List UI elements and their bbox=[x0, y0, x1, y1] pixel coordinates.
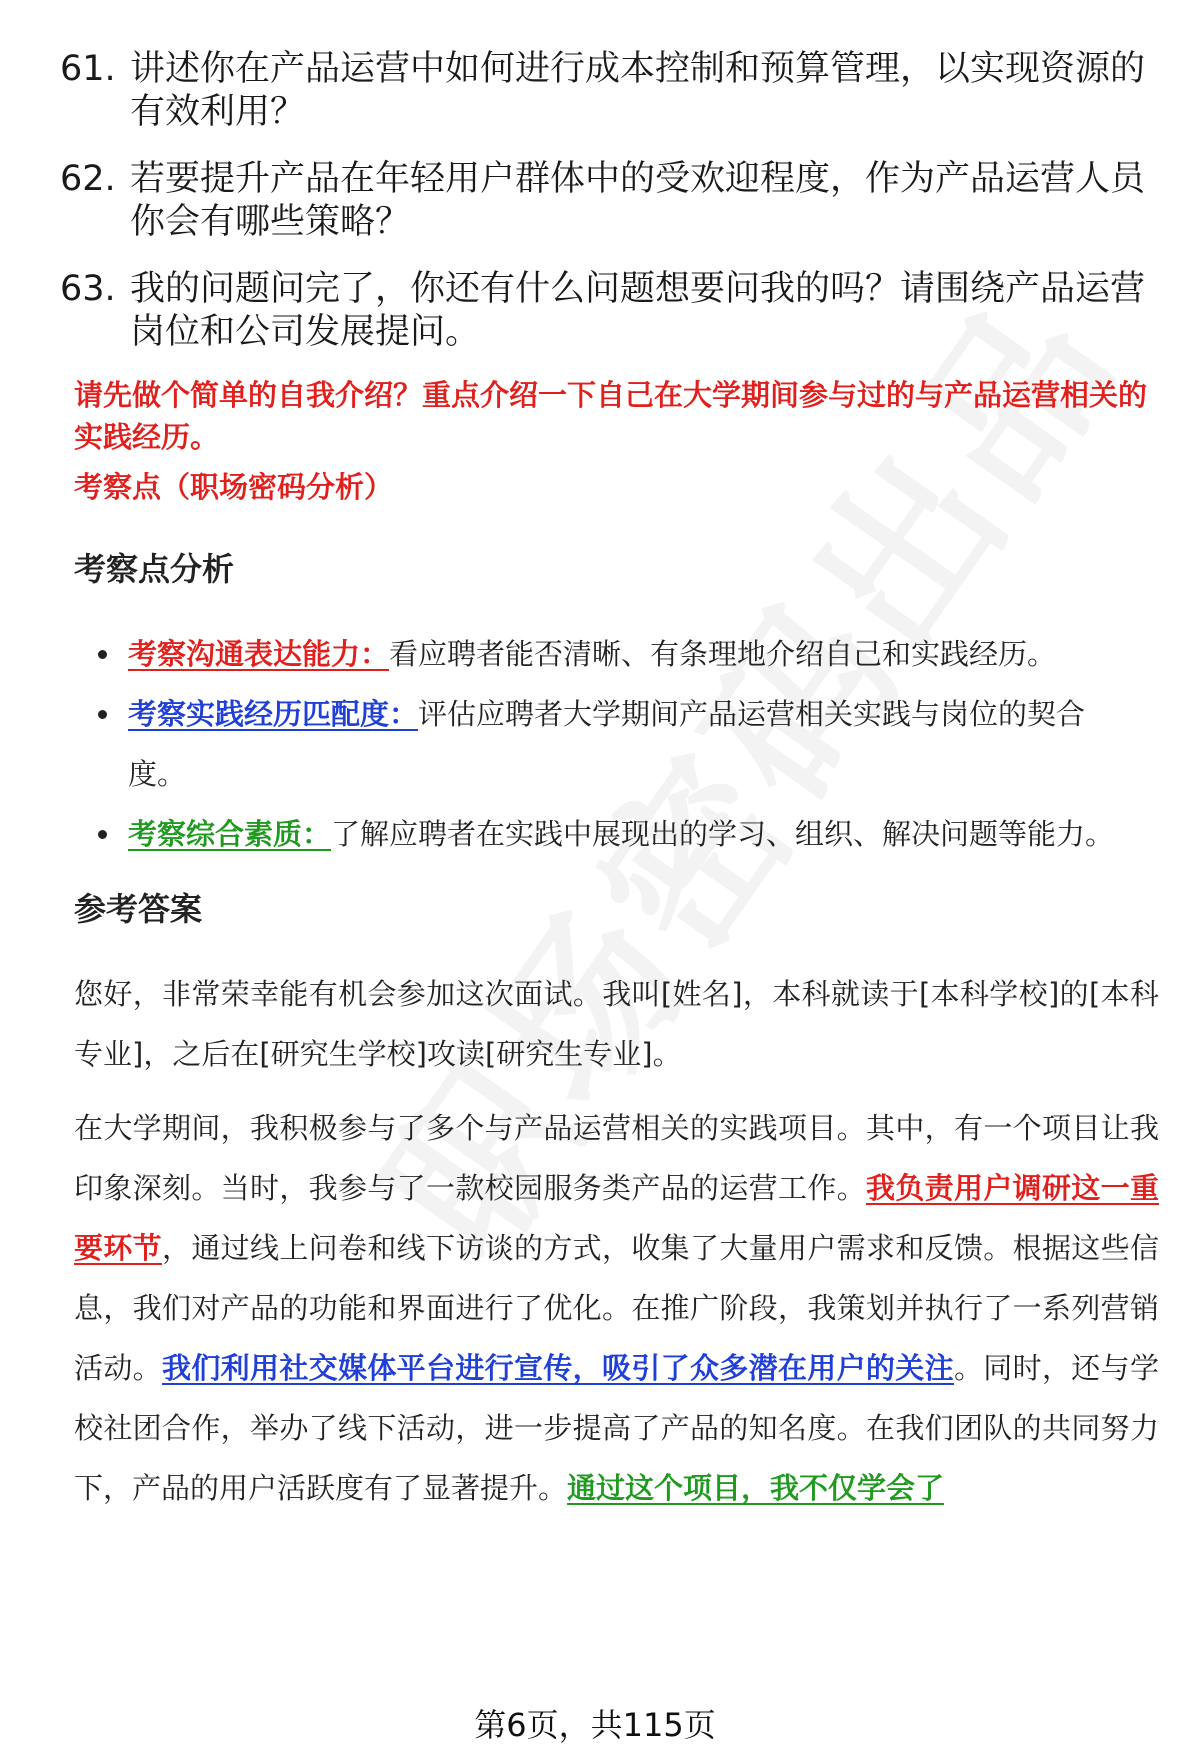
analysis-list bbox=[98, 624, 1138, 864]
question-number: 63. bbox=[60, 269, 116, 309]
bullet-item bbox=[98, 624, 1138, 684]
answer-paragraph-1: 您好，非常荣幸能有机会参加这次面试。我叫[姓名]，本科就读于[本科学校]的[本科专业]，之后在[研究生学校]攻读[研究生专业]。 bbox=[74, 977, 1159, 1071]
bullet-item bbox=[98, 684, 1138, 804]
bullet-text: 评估应聘者大学期间产品运营相关实践与岗位的契合度。 bbox=[128, 697, 1086, 791]
highlight-green: 通过这个项目，我不仅学会了 bbox=[567, 1471, 945, 1505]
question-number: 61. bbox=[60, 49, 116, 89]
bullet-key: 考察实践经历匹配度： bbox=[128, 697, 419, 731]
paragraph-text: 。同时，还与学校社团合作，举办了线下活动，进一步提高了产品的知名度。在我们团队的共同努力下，产品的用户活跃度有了显著提升。 bbox=[74, 1351, 1159, 1505]
intro-question: 请先做个简单的自我介绍？重点介绍一下自己在大学期间参与过的与产品运营相关的实践经历。 bbox=[74, 378, 1148, 454]
bullet-text: 了解应聘者在实践中展现出的学习、组织、解决问题等能力。 bbox=[331, 817, 1115, 851]
bullet-text: 看应聘者能否清晰、有条理地介绍自己和实践经历。 bbox=[389, 637, 1057, 671]
paragraph-text: ，通过线上问卷和线下访谈的方式，收集了大量用户需求和反馈。根据这些信息，我们对产品的功能和界面进行了优化。在推广阶段，我策划并执行了一系列营销活动。 bbox=[74, 1231, 1159, 1385]
page-footer: 第6页，共115页 bbox=[474, 1706, 716, 1744]
question-text: 讲述你在产品运营中如何进行成本控制和预算管理，以实现资源的有效利用？ bbox=[130, 49, 1146, 132]
answer-paragraph-2 bbox=[74, 1098, 1159, 1518]
bullet-key: 考察综合素质： bbox=[128, 817, 332, 851]
bullet-key: 考察沟通表达能力： bbox=[128, 637, 390, 671]
question-62 bbox=[60, 158, 1150, 244]
question-63 bbox=[60, 268, 1150, 354]
bullet-item bbox=[98, 804, 1138, 864]
paragraph-text: 在大学期间，我积极参与了多个与产品运营相关的实践项目。其中，有一个项目让我印象深刻。当时，我参与了一款校园服务类产品的运营工作。 bbox=[74, 1111, 1159, 1205]
question-text: 我的问题问完了，你还有什么问题想要问我的吗？请围绕产品运营岗位和公司发展提问。 bbox=[130, 269, 1146, 352]
assessment-label: 考察点（职场密码分析） bbox=[74, 470, 394, 504]
question-text: 若要提升产品在年轻用户群体中的受欢迎程度，作为产品运营人员你会有哪些策略？ bbox=[130, 159, 1146, 242]
question-61 bbox=[60, 48, 1150, 134]
analysis-heading: 考察点分析 bbox=[74, 550, 235, 588]
question-number: 62. bbox=[60, 159, 116, 199]
highlight-blue: 我们利用社交媒体平台进行宣传，吸引了众多潜在用户的关注 bbox=[162, 1351, 954, 1385]
highlight-red: 我负责用户调研这一重要环节 bbox=[74, 1171, 1159, 1265]
answer-heading: 参考答案 bbox=[74, 890, 203, 928]
